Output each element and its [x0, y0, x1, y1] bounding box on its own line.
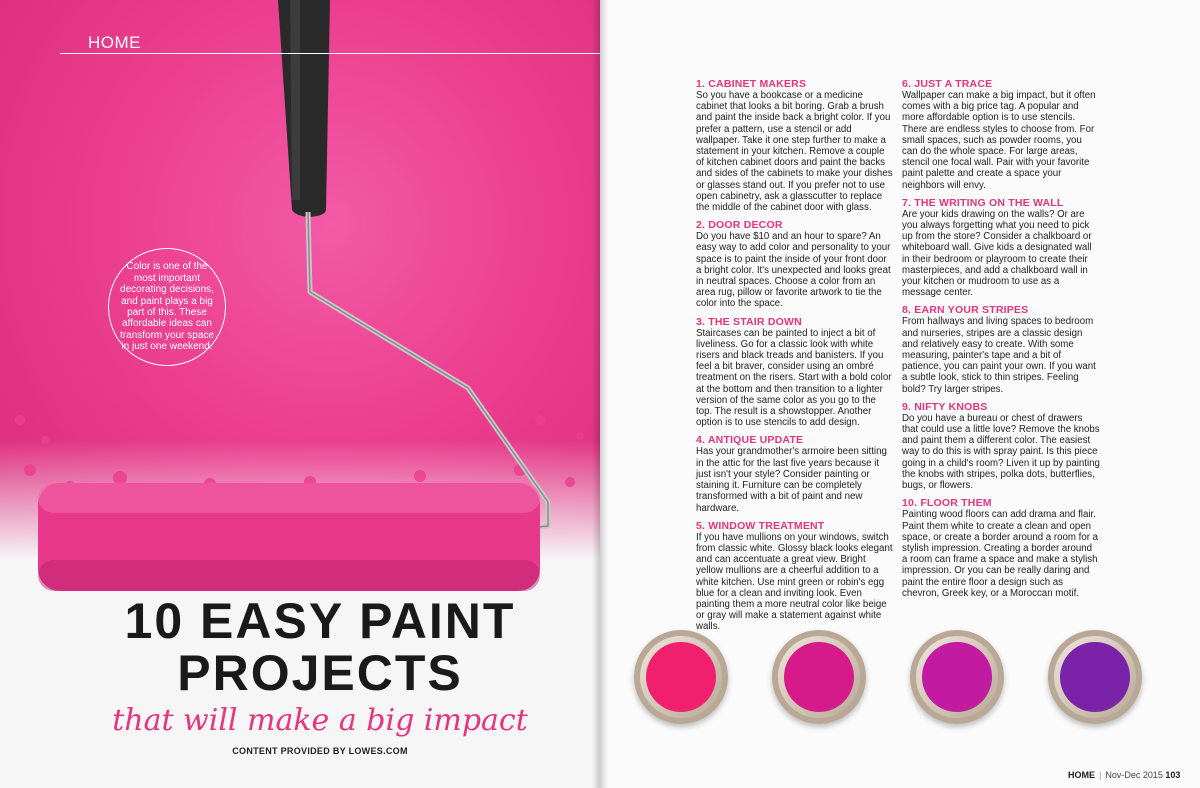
- section-heading: 2. DOOR DECOR: [696, 219, 783, 232]
- section-body: Do you have $10 and an hour to spare? An easy way to add color and personality to your space is to paint the inside of your front door a bright color. It's unexpected and looks great in neutral spaces. Choose a color from an area rug, pillow or favorite artwork to tie the color into the space.: [696, 231, 891, 310]
- footer-section: HOME: [1068, 770, 1095, 780]
- callout-text: Color is one of the most important decorating decisions, and paint plays a big part of this. These affordable ideas can transform your space in just one weekend.: [120, 261, 214, 353]
- paint-swatch: [922, 642, 992, 712]
- section-body: Has your grandmother's armoire been sitting in the attic for the last five years because it just isn't your style? Consider painting or staining it. Furniture can be completely transformed with a bit of paint and new hardware.: [696, 446, 887, 514]
- headline-subtitle: that will make a big impact: [112, 703, 528, 738]
- section-body: From hallways and living spaces to bedroom and nurseries, stripes are a classic design and relatively easy to create. With some measuring, painter's tape and a bit of patience, you can paint your own. If you want a subtle look, stick to thin stripes. Feeling bold? Try larger stripes.: [902, 316, 1096, 395]
- page-number: 103: [1165, 770, 1181, 780]
- headline-line-1: 10 EASY PAINT: [124, 593, 516, 649]
- section-heading: 8. EARN YOUR STRIPES: [902, 304, 1029, 317]
- project-section: [902, 78, 1100, 191]
- project-section: [902, 497, 1100, 599]
- project-section: [696, 316, 894, 429]
- page-footer: HOME | Nov-Dec 2015 103: [1068, 770, 1181, 780]
- section-body: Are your kids drawing on the walls? Or are you always forgetting what you need to pick up from the store? Consider a chalkboard or whiteboard wall. Give kids a designated wall in their bedroom or playroom to create their masterpieces, and add a chalkboard wall in your kitchen or mudroom to use as a message center.: [902, 208, 1092, 299]
- section-body: If you have mullions on your windows, switch from classic white. Glossy black looks elegant and can accentuate a great view. Bright yellow mullions are a cheerful addition to a white kitchen. Use mint green or robin's egg blue for a clean and inviting look. Even painting them a more neutral color like beige or gray will make a statement against white walls.: [696, 531, 893, 633]
- section-heading: 5. WINDOW TREATMENT: [696, 519, 825, 532]
- paint-can-image: [910, 630, 1004, 724]
- roller-frame: [308, 212, 548, 528]
- paint-can-image: [634, 630, 728, 724]
- page-gutter: [592, 0, 608, 788]
- paint-swatch: [646, 642, 716, 712]
- project-section: [902, 401, 1100, 491]
- section-heading: 9. NIFTY KNOBS: [902, 400, 988, 413]
- project-section: [902, 304, 1100, 394]
- content-credit: CONTENT PROVIDED BY LOWES.COM: [232, 746, 408, 756]
- section-heading: 4. ANTIQUE UPDATE: [696, 434, 804, 447]
- paint-roller-illustration: [0, 0, 600, 600]
- article-column-2: [902, 78, 1100, 605]
- section-body: Do you have a bureau or chest of drawers that could use a little love? Remove the knobs and paint them a different color. The easiest way to do this is with spray paint. Is this piece going in a child's room? Liven it up by painting the knobs with stripes, polka dots, butterflies, bugs, or flowers.: [902, 412, 1100, 492]
- project-section: [902, 197, 1100, 299]
- section-heading: 3. THE STAIR DOWN: [696, 315, 802, 328]
- project-section: [696, 520, 894, 633]
- roller-handle: [278, 0, 330, 217]
- header-rule: [60, 53, 600, 54]
- project-section: [696, 219, 894, 309]
- intro-callout-circle: [108, 248, 226, 366]
- section-heading: 7. THE WRITING ON THE WALL: [902, 196, 1064, 209]
- paint-swatch: [784, 642, 854, 712]
- paint-swatch: [1060, 642, 1130, 712]
- article-column-1: [696, 78, 894, 639]
- headline-line-2: PROJECTS: [177, 645, 463, 701]
- section-body: Painting wood floors can add drama and flair. Paint them white to create a clean and open space, or create a border around a room for a stylish impression. Creating a border around a room can frame a space and make a stylish impression. Or you can be really daring and paint the entire floor a design such as chevron, Greek key, or a Moroccan motif.: [902, 509, 1099, 599]
- project-section: [696, 434, 894, 513]
- footer-issue: Nov-Dec 2015: [1105, 770, 1163, 780]
- section-label: HOME: [88, 33, 141, 52]
- section-body: Staircases can be painted to inject a bit of liveliness. Go for a classic look with white risers and black treads and banisters. If you feel a bit braver, consider using an ombré treatment on the risers. Start with a bold color at the bottom and then transition to a lighter version of the same color as you go to the top. The result is a showstopper. Another option is to use stencils to add design.: [696, 327, 892, 429]
- section-body: Wallpaper can make a big impact, but it often comes with a big price tag. A popular and more affordable option is to use stencils. There are endless styles to choose from. For small spaces, such as powder rooms, you can do the whole space. For large areas, stencil one focal wall. Pair with your favorite paint palette and create a space your neighbors will envy.: [902, 90, 1096, 191]
- paint-cans-row: [600, 620, 1200, 730]
- section-heading: 10. FLOOR THEM: [902, 497, 992, 510]
- project-section: [696, 78, 894, 213]
- paint-can-image: [1048, 630, 1142, 724]
- paint-can-image: [772, 630, 866, 724]
- section-body: So you have a bookcase or a medicine cabinet that looks a bit boring. Grab a brush and paint the inside back a bright color. If you prefer a pattern, use a stencil or add wallpaper. Take it one step further to make a statement in your kitchen. Remove a couple of kitchen cabinet doors and paint the backs and sides of the cabinets to make your dishes or glasses stand out. If you prefer not to use open cabinetry, ask a glasscutter to replace the middle of the cabinet door with glass.: [696, 90, 893, 214]
- section-heading: 1. CABINET MAKERS: [696, 78, 807, 90]
- right-page: [600, 0, 1200, 788]
- section-heading: 6. JUST A TRACE: [902, 78, 993, 90]
